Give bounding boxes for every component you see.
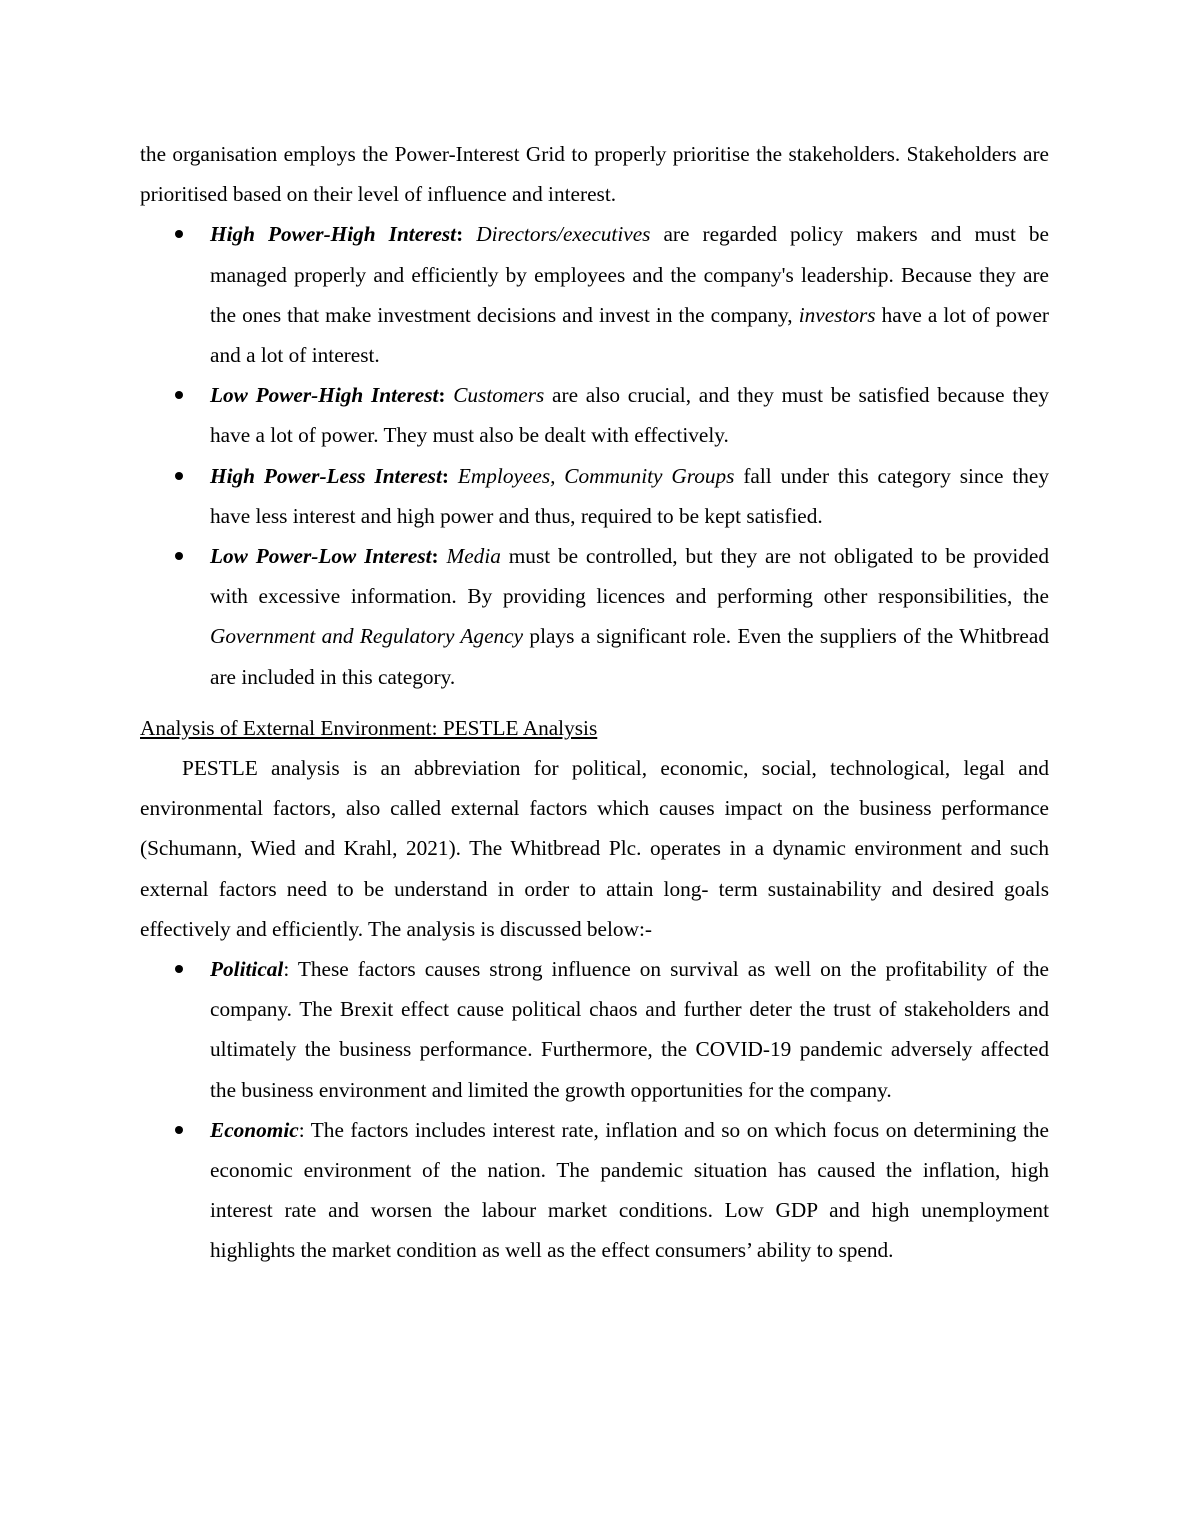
list-item [140, 375, 1049, 455]
list-item [140, 949, 1049, 1110]
item-text: : These factors causes strong influence on survival as well on the profitability of the company. The Brexit effect cause political chaos and further deter the trust of stakeholders and ultimately the business performance. Furthermore, the COVID-19 pandemic adversely affected the business environment and limited the growth opportunities for the company. [210, 957, 1049, 1102]
document-page [140, 134, 1049, 1271]
item-title: Low Power-High Interest [210, 383, 439, 408]
bullet-icon [175, 552, 183, 560]
item-emphasis: Media [446, 544, 501, 569]
bullet-icon [175, 391, 183, 399]
item-separator: : [431, 544, 439, 569]
pestle-paragraph: PESTLE analysis is an abbreviation for political, economic, social, technological, legal and environmental factors, also called external factors which causes impact on the business performance (Schumann, Wied and Krahl, 2021). The Whitbread Plc. operates in a dynamic environment and such external factors need to be understand in order to attain long- term sustainability and desired goals effectively and efficiently. The analysis is discussed below:- [140, 756, 1049, 941]
item-title: High Power-Less Interest [210, 463, 442, 488]
pestle-list [140, 949, 1049, 1271]
power-interest-list [140, 214, 1049, 696]
item-text: have a lot of power and a lot of interest. [210, 302, 1049, 368]
item-text: plays a significant role. Even the suppliers of the Whitbread are included in this category. [210, 624, 1049, 689]
list-item [140, 214, 1049, 375]
list-item [140, 456, 1049, 536]
item-separator: : [456, 222, 464, 247]
item-separator: : [438, 383, 446, 408]
item-emphasis: Directors/executives [476, 222, 651, 247]
item-emphasis: Customers [453, 383, 545, 408]
bullet-icon [175, 965, 183, 973]
list-item [140, 1110, 1049, 1271]
bullet-icon [175, 1126, 183, 1134]
section-heading: Analysis of External Environment: PESTLE Analysis [140, 715, 598, 740]
item-text: fall under this category since they have less interest and high power and thus, required to be kept satisfied. [210, 463, 1050, 528]
item-text: : The factors includes interest rate, inflation and so on which focus on determining the economic environment of the nation. The pandemic situation has caused the inflation, high interest rate and worsen the labour market conditions. Low GDP and high unemployment highlights the market condition as well as the effect consumers’ ability to spend. [210, 1117, 1049, 1263]
item-text: are also crucial, and they must be satisfied because they have a lot of power. They must also be dealt with effectively. [210, 383, 1049, 448]
item-separator: : [441, 463, 449, 488]
item-emphasis: Employees, Community Groups [457, 463, 735, 488]
bullet-icon [175, 230, 183, 238]
item-title: Low Power-Low Interest [210, 544, 432, 569]
intro-paragraph: the organisation employs the Power-Interest Grid to properly prioritise the stakeholders. Stakeholders are prioritised based on their level of influence and interest. [140, 142, 1049, 207]
item-emphasis: investors [798, 302, 876, 327]
item-title: High Power-High Interest [210, 222, 457, 247]
item-text: are regarded policy makers and must be managed properly and efficiently by employees and the company's leadership. Because they are the ones that make investment decisions and invest in the company, [210, 222, 1049, 327]
bullet-icon [175, 472, 183, 480]
list-item [140, 536, 1049, 697]
item-title: Political [210, 957, 284, 982]
item-text: must be controlled, but they are not obligated to be provided with excessive information. By providing licences and performing other responsibilities, the [210, 544, 1050, 609]
item-title: Economic [210, 1117, 299, 1142]
item-emphasis: Government and Regulatory Agency [210, 624, 524, 649]
